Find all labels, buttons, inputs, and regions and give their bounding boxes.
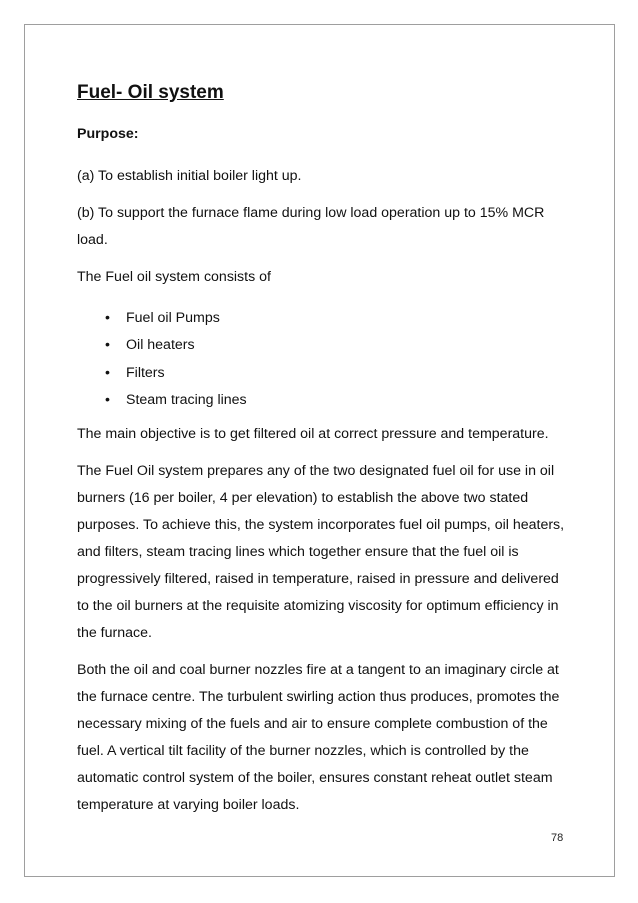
list-item bbox=[105, 360, 567, 387]
purpose-a: (a) To establish initial boiler light up. bbox=[77, 168, 302, 184]
purpose-b: (b) To support the furnace flame during low load operation up to 15% MCR load. bbox=[77, 205, 545, 248]
bullet-icon: • bbox=[105, 310, 110, 326]
section-title: Fuel- Oil system bbox=[77, 82, 224, 103]
list-item-label: Filters bbox=[126, 364, 165, 381]
body-paragraph-2: Both the oil and coal burner nozzles fire at a tangent to an imaginary circle at the furnace centre. The turbulent swirling action thus produces, promotes the necessary mixing of the fuels and air to ensure complete combustion of the fuel. A vertical tilt facility of the burner nozzles, which is controlled by the automatic control system of the boiler, ensures constant reheat outlet steam temperature at varying boiler loads. bbox=[77, 662, 560, 814]
list-item-label: Fuel oil Pumps bbox=[126, 310, 220, 326]
purpose-heading: Purpose: bbox=[77, 126, 139, 142]
document-page bbox=[24, 24, 615, 877]
bullet-icon: • bbox=[105, 364, 110, 381]
list-item bbox=[105, 332, 567, 359]
bullet-icon: • bbox=[105, 337, 110, 354]
body-paragraph-1: The Fuel Oil system prepares any of the two designated fuel oil for use in oil burners (16 per boiler, 4 per elevation) to establish the above two stated purposes. To achieve this, the system incorporates fuel oil pumps, oil heaters, and filters, steam tracing lines which together ensure that the fuel oil is progressively filtered, raised in temperature, raised in pressure and delivered to the oil burners at the requisite atomizing viscosity for optimum efficiency in the furnace. bbox=[77, 463, 565, 642]
list-item-label: Steam tracing lines bbox=[126, 391, 247, 408]
list-item bbox=[105, 305, 567, 332]
list-item-label: Oil heaters bbox=[126, 337, 195, 354]
page-number: 78 bbox=[551, 832, 564, 844]
consists-intro: The Fuel oil system consists of bbox=[77, 269, 271, 285]
page-content bbox=[77, 82, 567, 829]
list-item bbox=[105, 387, 567, 414]
objective-paragraph: The main objective is to get filtered oil at correct pressure and temperature. bbox=[77, 426, 549, 443]
component-list bbox=[77, 305, 567, 414]
bullet-icon: • bbox=[105, 391, 110, 408]
